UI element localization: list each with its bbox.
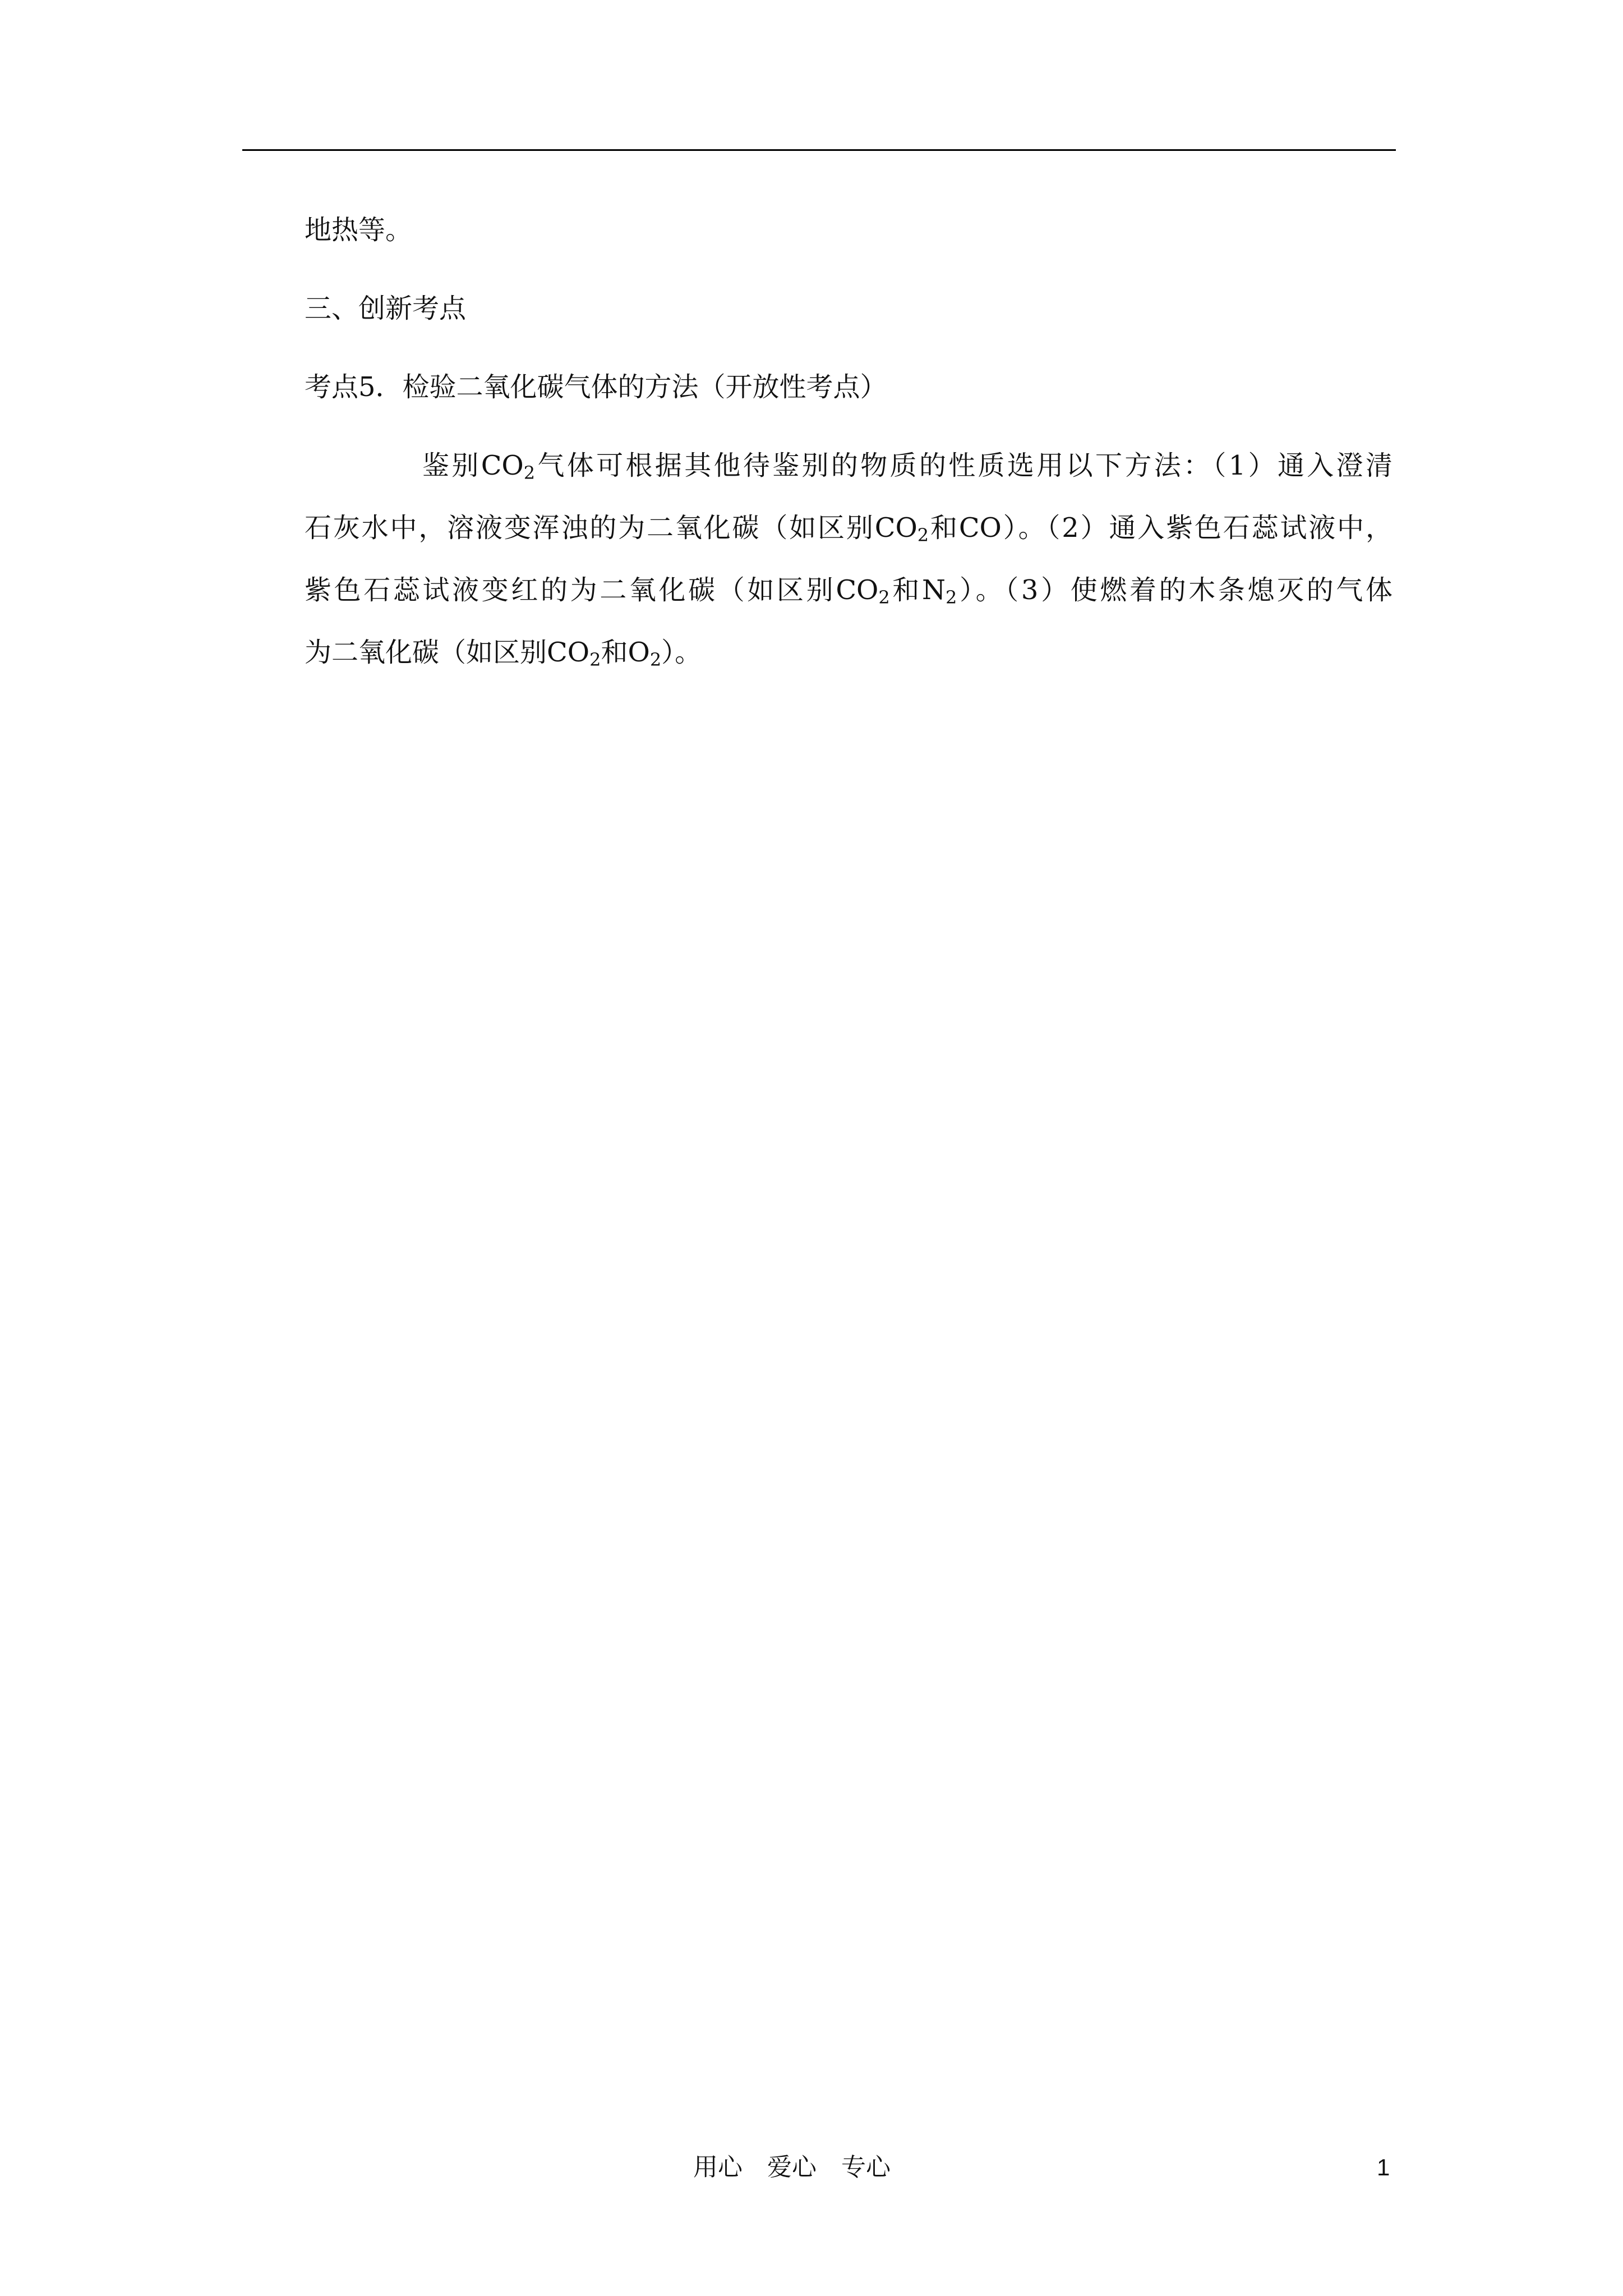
subscript: 2 (649, 649, 662, 670)
footer-slogan: 用心 爱心 专心 (693, 2153, 891, 2182)
paragraph-line (305, 573, 1393, 607)
topic-heading: 考点5．检验二氧化碳气体的方法（开放性考点） (305, 371, 887, 403)
subscript: 2 (917, 524, 929, 546)
text-run: 石灰水中，溶液变浑浊的为二氧化碳（如区别CO (305, 512, 917, 544)
page-number: 1 (1377, 2154, 1390, 2180)
text-run: ）。（3）使燃着的木条熄灭的气体 (957, 574, 1393, 606)
section-heading: 三、创新考点 (305, 293, 467, 324)
text-run: 和N (889, 574, 946, 606)
text-run: ）。 (661, 637, 702, 668)
subscript: 2 (523, 462, 536, 484)
text-run: 和O (601, 637, 650, 668)
subscript: 2 (946, 587, 957, 608)
text-run: 紫色石蕊试液变红的为二氧化碳（如区别CO (305, 574, 879, 606)
text-line: 地热等。 (305, 214, 413, 246)
subscript: 2 (878, 587, 890, 608)
text-run: 为二氧化碳（如区别CO (305, 637, 590, 668)
text-run: 气体可根据其他待鉴别的物质的性质选用以下方法：（1）通入澄清 (535, 450, 1393, 481)
body-paragraph (305, 449, 1393, 698)
text-run: 和CO）。（2）通入紫色石蕊试液中， (929, 512, 1393, 544)
text-run: 鉴别CO (422, 450, 524, 481)
header-rule (242, 149, 1396, 151)
subscript: 2 (589, 649, 601, 670)
paragraph-line (305, 449, 1393, 482)
paragraph-line (305, 636, 1393, 669)
paragraph-line (305, 511, 1393, 545)
